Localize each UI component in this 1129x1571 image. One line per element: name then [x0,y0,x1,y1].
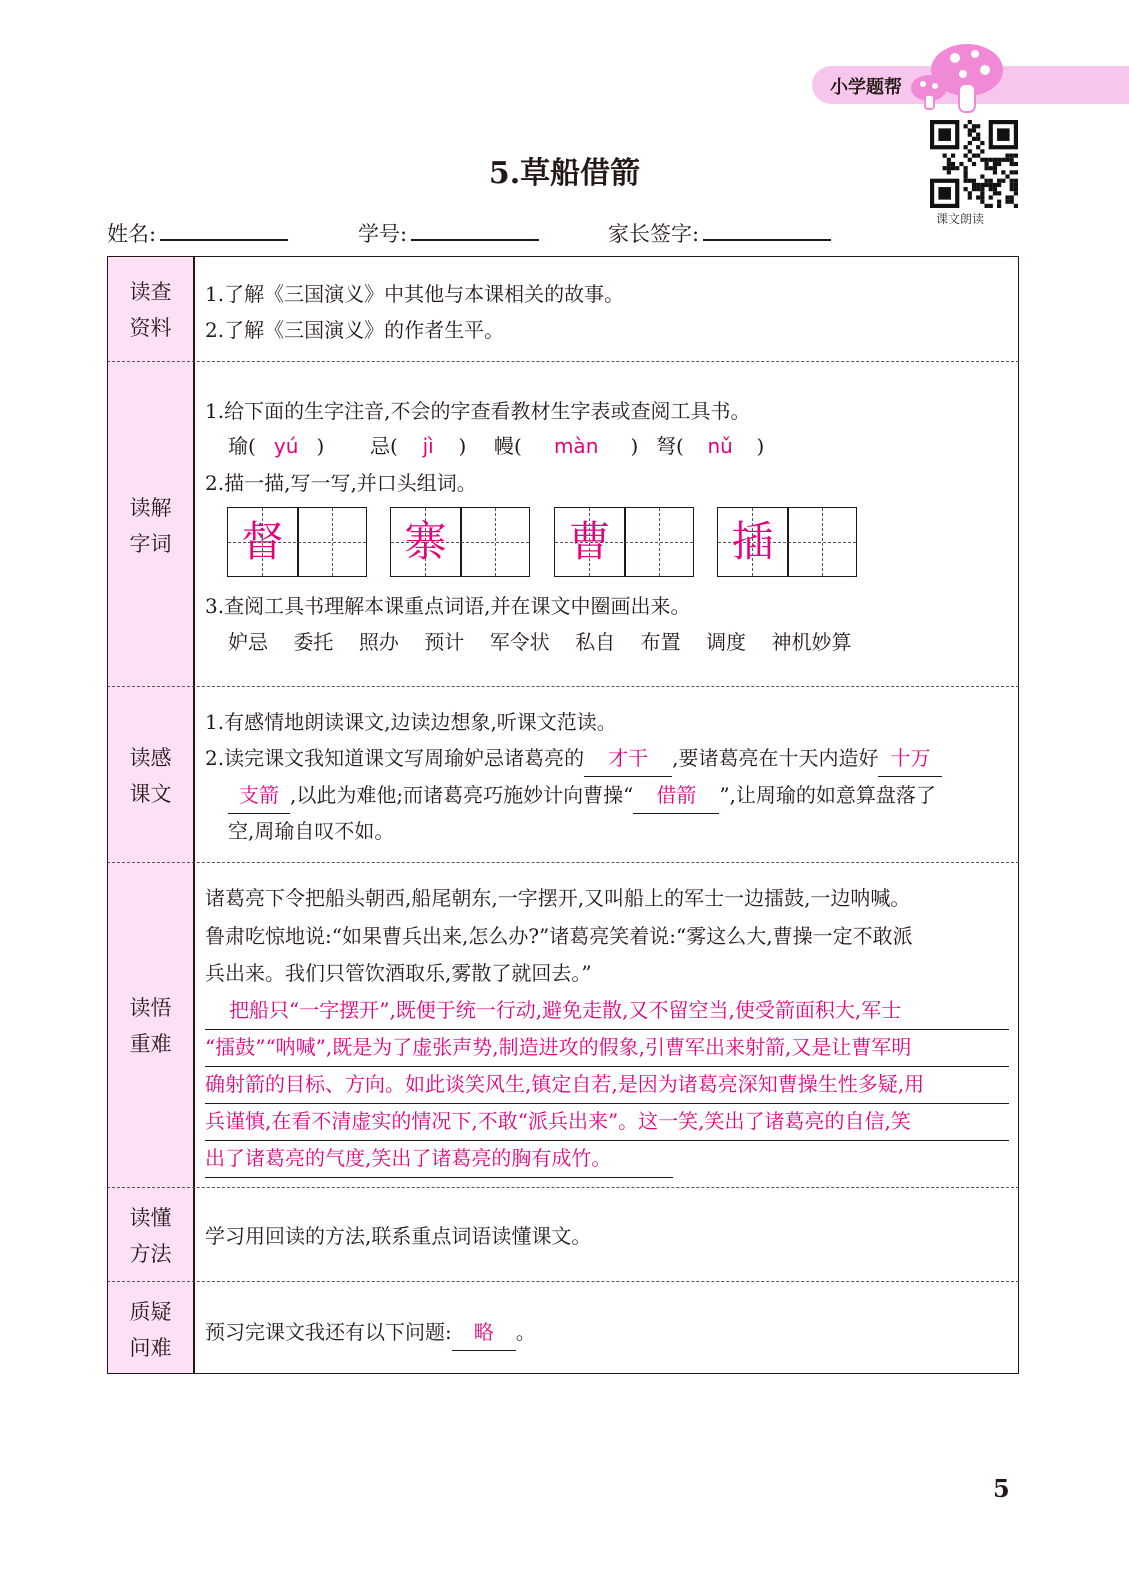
row-divider [107,1187,1019,1188]
research-item-2: 2.了解《三国演义》的作者生平。 [205,318,505,342]
char-grid[interactable] [227,507,367,577]
reading-item-2-line1: 2.读完课文我知道课文写周瑜妒忌诸葛亮的 才干 ,要诸葛亮在十天内造好 十万 [205,740,942,777]
name-label: 姓名: [107,222,157,246]
answer-blank[interactable]: 借箭 [633,777,719,814]
pinyin-answer[interactable]: jì [422,434,434,458]
answer-line[interactable]: “擂鼓”“呐喊”,既是为了虚张声势,制造进攻的假象,引曹军出来射箭,又是让曹军明 [205,1029,1009,1067]
answer-blank[interactable]: 十万 [878,740,942,777]
answer-blank[interactable]: 才干 [584,740,672,777]
row-divider [107,862,1019,863]
page-title: 5.草船借箭 [488,156,641,191]
trace-char: 曹 [568,517,611,566]
vocab-question-1: 1.给下面的生字注音,不会的字查看教材生字表或查阅工具书。 [205,399,751,423]
trace-char: 寨 [404,517,447,566]
parent-signature-label: 家长签字: [608,222,700,246]
section-label-reading: 读感 课文 [129,746,172,806]
row-divider [107,361,1019,362]
answer-line[interactable]: 确射箭的目标、方向。如此谈笑风生,镇定自若,是因为诸葛亮深知曹操生性多疑,用 [205,1066,1009,1104]
section-label-questions: 质疑 问难 [129,1300,172,1360]
pinyin-answer[interactable]: màn [553,434,599,458]
trace-char: 督 [241,517,284,566]
reading-item-1: 1.有感情地朗读课文,边读边想象,听课文范读。 [205,710,617,734]
answer-line[interactable]: 把船只“一字摆开”,既便于统一行动,避免走散,又不留空当,使受箭面积大,军士 [205,992,1009,1030]
mushroom-icon [905,40,1005,115]
name-blank[interactable] [160,219,288,241]
column-divider [193,256,195,1374]
name-field[interactable] [107,218,288,248]
vocab-question-3: 3.查阅工具书理解本课重点词语,并在课文中圈画出来。 [205,594,691,618]
section-label-insight: 读悟 重难 [129,996,172,1056]
section-label-research: 读查 资料 [129,280,172,340]
parent-signature-field[interactable] [608,218,831,248]
char-grid[interactable] [554,507,694,577]
passage-line: 鲁肃吃惊地说:“如果曹兵出来,怎么办?”诸葛亮笑着说:“雾这么大,曹操一定不敢派 [205,924,913,948]
char-grid[interactable] [717,507,857,577]
passage-line: 兵出来。我们只管饮酒取乐,雾散了就回去。” [205,961,592,985]
student-id-field[interactable] [358,218,539,248]
qr-caption: 课文朗读 [936,212,985,226]
pinyin-answer[interactable]: yú [273,434,299,458]
brand-name: 小学题帮 [830,77,902,98]
pinyin-item: 忌( jì ) [370,428,466,464]
answer-blank[interactable]: 略 [452,1314,516,1351]
research-item-1: 1.了解《三国演义》中其他与本课相关的故事。 [205,282,625,306]
char-grid[interactable] [390,507,530,577]
parent-signature-blank[interactable] [703,219,831,241]
pinyin-item: 瑜( yú ) [228,428,324,464]
pinyin-item: 弩( nǔ ) [656,428,764,464]
passage-line: 诸葛亮下令把船头朝西,船尾朝东,一字摆开,又叫船上的军士一边擂鼓,一边呐喊。 [205,886,911,910]
reading-item-2-line3: 空,周瑜自叹不如。 [228,819,395,843]
row-divider [107,1281,1019,1282]
section-label-vocabulary: 读解 字词 [129,496,172,556]
section-label-method: 读懂 方法 [129,1206,172,1266]
reading-item-2-line2: 支箭 ,以此为难他;而诸葛亮巧施妙计向曹操“ 借箭 ”,让周瑜的如意算盘落了 [228,777,936,814]
vocab-question-2: 2.描一描,写一写,并口头组词。 [205,471,477,495]
trace-char: 插 [731,517,774,566]
key-words: 妒忌 委托 照办 预计 军令状 私自 布置 调度 神机妙算 [228,630,852,654]
answer-line[interactable]: 出了诸葛亮的气度,笑出了诸葛亮的胸有成竹。 [205,1140,673,1178]
questions-text: 预习完课文我还有以下问题: 略 。 [205,1314,536,1351]
student-id-label: 学号: [358,222,408,246]
page-number: 5 [993,1474,1010,1503]
answer-blank[interactable]: 支箭 [228,777,290,814]
pinyin-item: 幔( màn ) [494,428,638,464]
row-divider [107,686,1019,687]
answer-line[interactable]: 兵谨慎,在看不清虚实的情况下,不敢“派兵出来”。这一笑,笑出了诸葛亮的自信,笑 [205,1103,1009,1141]
pinyin-answer[interactable]: nǔ [707,434,733,458]
method-text: 学习用回读的方法,联系重点词语读懂课文。 [205,1224,592,1248]
student-id-blank[interactable] [411,219,539,241]
